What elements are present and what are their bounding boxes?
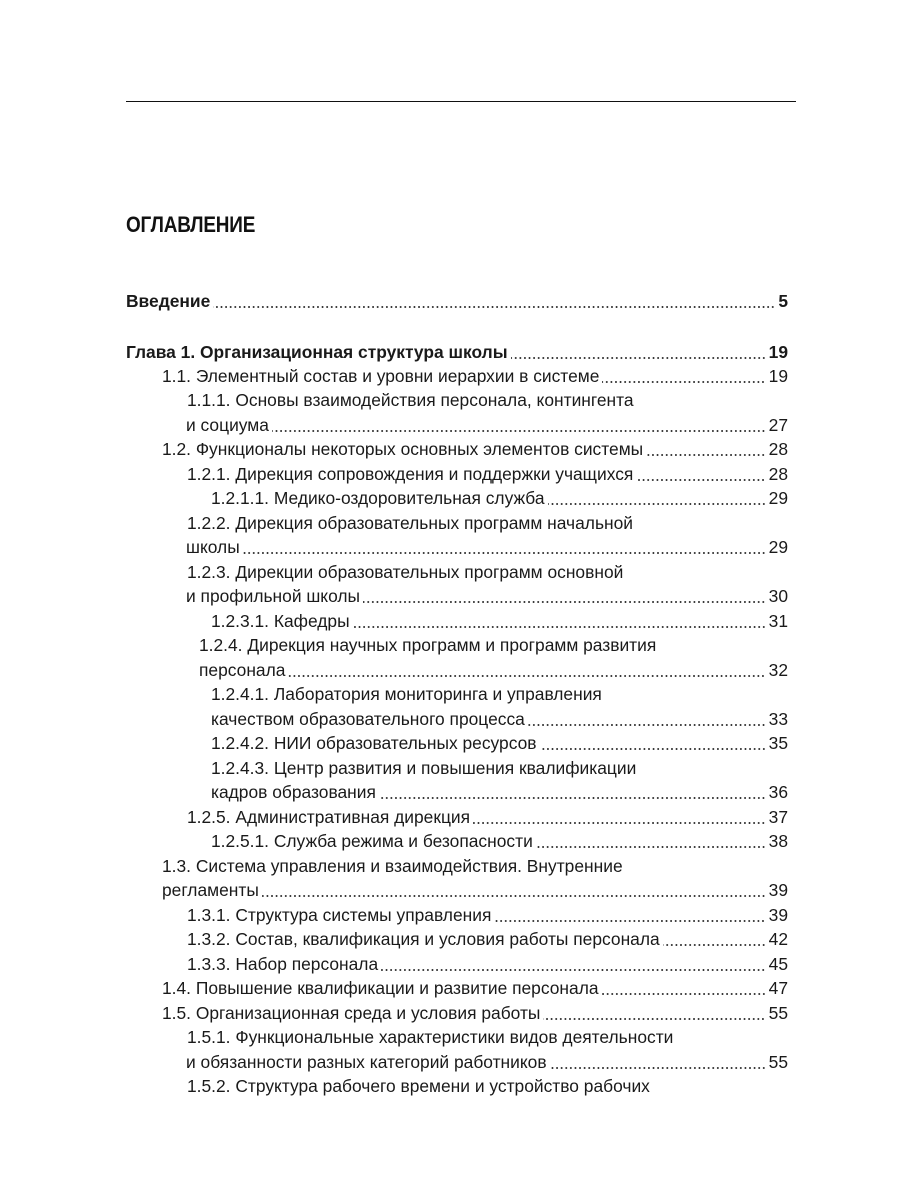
toc-entry[interactable] bbox=[186, 535, 788, 559]
toc-entry-title: 1.1. Элементный состав и уровни иерархии в системе bbox=[162, 366, 600, 386]
toc-entry-title: 1.2.4.1. Лаборатория мониторинга и управления bbox=[211, 684, 602, 704]
toc-entry-title: 1.3.3. Набор персонала bbox=[187, 954, 379, 974]
toc-entry[interactable] bbox=[187, 511, 639, 535]
dot-leader bbox=[636, 467, 765, 481]
toc-entry[interactable] bbox=[126, 340, 788, 364]
toc-entry[interactable] bbox=[162, 437, 788, 461]
toc-entry-page-number: 19 bbox=[768, 342, 788, 362]
toc-entry[interactable] bbox=[162, 854, 629, 878]
dot-leader bbox=[663, 932, 766, 946]
dot-leader bbox=[536, 834, 766, 848]
dot-leader bbox=[213, 294, 775, 308]
toc-entry[interactable] bbox=[211, 731, 788, 755]
toc-entry-title: Глава 1. Организационная структура школы bbox=[126, 342, 508, 362]
toc-entry[interactable] bbox=[126, 289, 788, 313]
toc-entry-page-number: 29 bbox=[768, 488, 788, 508]
toc-entry[interactable] bbox=[187, 952, 788, 976]
dot-leader bbox=[550, 1055, 766, 1069]
toc-entry-page-number: 55 bbox=[768, 1052, 788, 1072]
toc-entry-page-number: 29 bbox=[768, 537, 788, 557]
toc-entry-page-number: 5 bbox=[778, 291, 788, 311]
toc-entry-title: качеством образовательного процесса bbox=[211, 709, 525, 729]
toc-entry[interactable] bbox=[211, 829, 788, 853]
toc-entry[interactable] bbox=[187, 462, 788, 486]
toc-entry[interactable] bbox=[199, 633, 662, 657]
dot-leader bbox=[511, 345, 766, 359]
dot-leader bbox=[473, 810, 766, 824]
toc-entry-title: 1.4. Повышение квалификации и развитие персонала bbox=[162, 978, 599, 998]
toc-entry-page-number: 42 bbox=[768, 929, 788, 949]
toc-entry-title: и обязанности разных категорий работников bbox=[186, 1052, 547, 1072]
toc-entry[interactable] bbox=[186, 413, 788, 437]
toc-entry[interactable] bbox=[211, 486, 788, 510]
toc-entry[interactable] bbox=[187, 903, 788, 927]
toc-entry-page-number: 45 bbox=[768, 954, 788, 974]
toc-entry-title: 1.3. Система управления и взаимодействия. Внутренние bbox=[162, 856, 623, 876]
dot-leader bbox=[494, 908, 765, 922]
dot-leader bbox=[262, 883, 766, 897]
toc-entry-title: 1.2. Функционалы некоторых основных элементов системы bbox=[162, 439, 644, 459]
toc-entry-page-number: 27 bbox=[768, 415, 788, 435]
toc-entry-page-number: 39 bbox=[768, 880, 788, 900]
toc-entry-title: 1.2.5.1. Служба режима и безопасности bbox=[211, 831, 533, 851]
toc-entry-page-number: 28 bbox=[768, 439, 788, 459]
toc-entry-page-number: 32 bbox=[768, 660, 788, 680]
toc-entry[interactable] bbox=[187, 927, 788, 951]
toc-entry-title: 1.2.5. Административная дирекция bbox=[187, 807, 471, 827]
dot-leader bbox=[381, 957, 766, 971]
toc-entry[interactable] bbox=[162, 1001, 788, 1025]
toc-entry[interactable] bbox=[162, 976, 788, 1000]
dot-leader bbox=[353, 614, 766, 628]
toc-entry-title: и социума bbox=[186, 415, 269, 435]
toc-entry-title: и профильной школы bbox=[186, 586, 361, 606]
toc-entry-title: 1.2.1.1. Медико-оздоровительная служба bbox=[211, 488, 545, 508]
toc-entry-page-number: 33 bbox=[768, 709, 788, 729]
toc-entry-page-number: 19 bbox=[768, 366, 788, 386]
toc-entry-title: 1.5.2. Структура рабочего времени и устройство рабочих bbox=[187, 1076, 650, 1096]
toc-entry-page-number: 55 bbox=[768, 1003, 788, 1023]
toc-entry-title: 1.2.3.1. Кафедры bbox=[211, 611, 350, 631]
dot-leader bbox=[528, 712, 766, 726]
toc-entry[interactable] bbox=[162, 878, 788, 902]
dot-leader bbox=[540, 736, 766, 750]
toc-entry[interactable] bbox=[211, 780, 788, 804]
toc-entry[interactable] bbox=[186, 584, 788, 608]
toc-entry-title: школы bbox=[186, 537, 240, 557]
toc-entry-title: 1.2.4.2. НИИ образовательных ресурсов bbox=[211, 733, 537, 753]
toc-entry-title: кадров образования bbox=[211, 782, 376, 802]
dot-leader bbox=[602, 369, 765, 383]
toc-entry[interactable] bbox=[187, 388, 640, 412]
toc-entry-title: 1.2.4. Дирекция научных программ и программ развития bbox=[199, 635, 657, 655]
dot-leader bbox=[646, 442, 766, 456]
toc-entry-title: персонала bbox=[199, 660, 286, 680]
dot-leader bbox=[602, 981, 766, 995]
toc-entry-page-number: 30 bbox=[768, 586, 788, 606]
dot-leader bbox=[363, 589, 766, 603]
toc-entry[interactable] bbox=[211, 609, 788, 633]
toc-entry-page-number: 36 bbox=[768, 782, 788, 802]
toc-entry-title: Введение bbox=[126, 291, 211, 311]
toc-entry-title: 1.5.1. Функциональные характеристики видов деятельности bbox=[187, 1027, 674, 1047]
toc-entry-title: 1.2.2. Дирекция образовательных программ начальной bbox=[187, 513, 633, 533]
dot-leader bbox=[288, 663, 765, 677]
toc-entry-title: 1.1.1. Основы взаимодействия персонала, контингента bbox=[187, 390, 634, 410]
dot-leader bbox=[548, 491, 766, 505]
toc-entry-page-number: 39 bbox=[768, 905, 788, 925]
toc-entry-title: 1.5. Организационная среда и условия работы bbox=[162, 1003, 541, 1023]
toc-entry-page-number: 37 bbox=[768, 807, 788, 827]
toc-entry-title: 1.2.1. Дирекция сопровождения и поддержки учащихся bbox=[187, 464, 634, 484]
dot-leader bbox=[272, 418, 766, 432]
toc-entry[interactable] bbox=[162, 364, 788, 388]
toc-entry-title: 1.2.3. Дирекции образовательных программ основной bbox=[187, 562, 624, 582]
toc-entry-page-number: 31 bbox=[768, 611, 788, 631]
toc-entry[interactable] bbox=[187, 1025, 679, 1049]
toc-entry-page-number: 38 bbox=[768, 831, 788, 851]
toc-entry-page-number: 47 bbox=[768, 978, 788, 998]
toc-entry[interactable] bbox=[186, 1050, 788, 1074]
toc-entry[interactable] bbox=[211, 682, 608, 706]
toc-entry[interactable] bbox=[199, 658, 788, 682]
toc-entry-page-number: 35 bbox=[768, 733, 788, 753]
dot-leader bbox=[243, 540, 766, 554]
toc-entry[interactable] bbox=[211, 707, 788, 731]
toc-entry-title: регламенты bbox=[162, 880, 259, 900]
header-rule bbox=[126, 101, 796, 102]
toc-entry-title: 1.3.1. Структура системы управления bbox=[187, 905, 492, 925]
toc-entry[interactable] bbox=[187, 1074, 656, 1098]
toc-entry-title: 1.3.2. Состав, квалификация и условия работы персонала bbox=[187, 929, 660, 949]
toc-entry[interactable] bbox=[211, 756, 642, 780]
page-title: ОГЛАВЛЕНИЕ bbox=[126, 212, 256, 237]
dot-leader bbox=[543, 1006, 765, 1020]
toc-entry-page-number: 28 bbox=[768, 464, 788, 484]
toc-entry[interactable] bbox=[187, 560, 629, 584]
toc-entry-title: 1.2.4.3. Центр развития и повышения квалификации bbox=[211, 758, 637, 778]
toc-entry[interactable] bbox=[187, 805, 788, 829]
dot-leader bbox=[379, 785, 766, 799]
